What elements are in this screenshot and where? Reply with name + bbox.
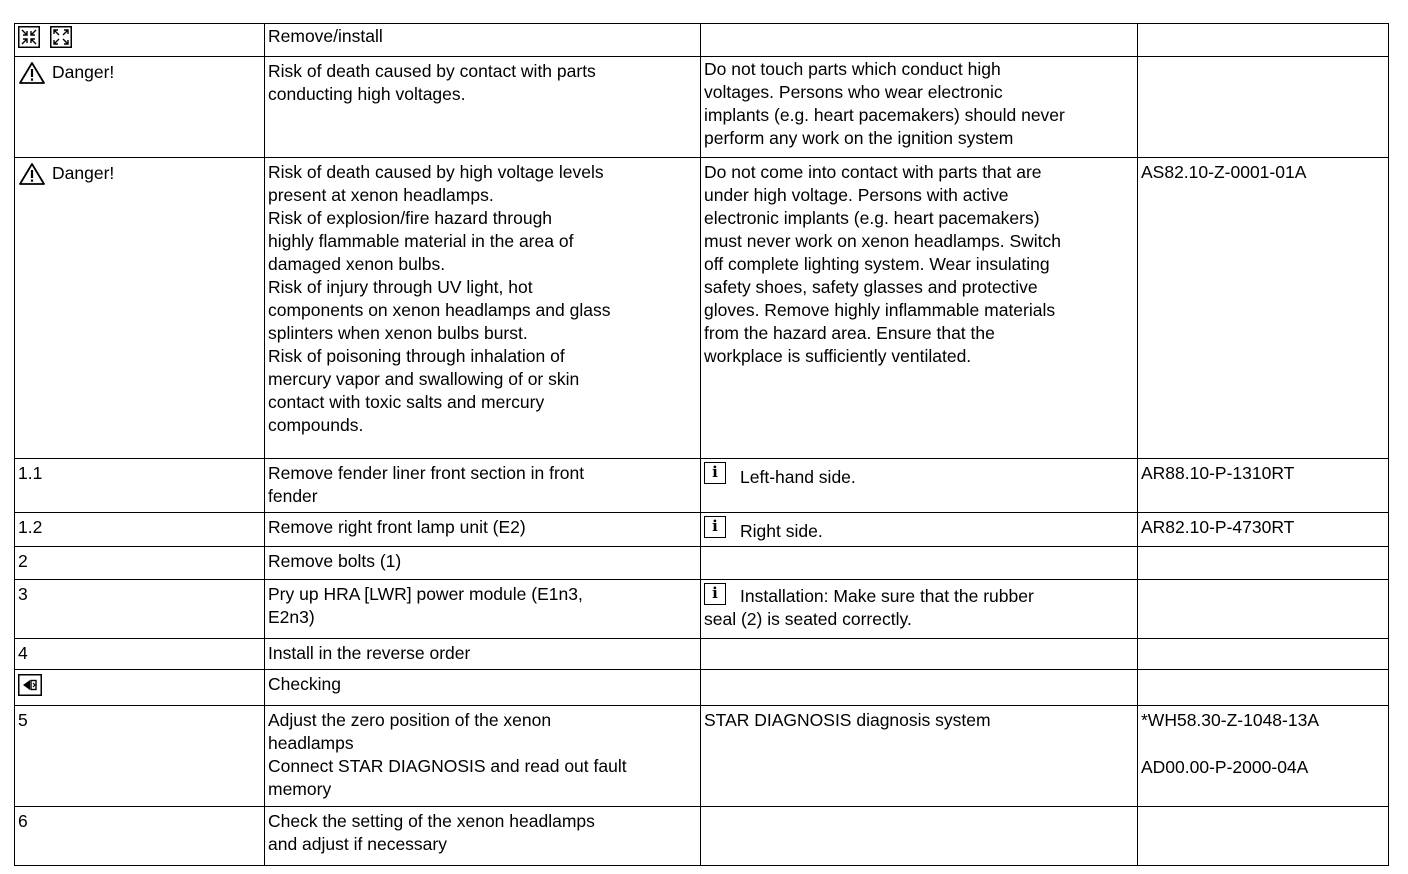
step-number-cell (15, 580, 265, 639)
reference-cell (1138, 580, 1389, 639)
step-text: Remove bolts (1) (268, 551, 402, 571)
table-row (15, 459, 1389, 513)
step-number: 4 (18, 643, 28, 663)
step-number-cell (15, 513, 265, 547)
step-text: Check the setting of the xenon headlamps and adjust if necessary (268, 811, 595, 854)
step-text: Pry up HRA [LWR] power module (E1n3, E2n3) (268, 584, 583, 627)
reference-cell (1138, 57, 1389, 158)
info-icon: i (704, 516, 726, 538)
reference-link[interactable]: AD00.00-P-2000-04A (1141, 757, 1309, 777)
note-cell (701, 547, 1138, 580)
reference-cell (1138, 24, 1389, 57)
note-cell (701, 513, 1138, 547)
step-number-cell (15, 807, 265, 866)
reference-cell (1138, 158, 1389, 459)
note-cell (701, 807, 1138, 866)
note-cell (701, 459, 1138, 513)
note-text: Right side. (740, 521, 823, 541)
step-number: 1.1 (18, 463, 43, 483)
measure-text: Do not touch parts which conduct high voltages. Persons who wear electronic implants (e.g. heart pacemakers) should never perform any work on the ignition system (704, 59, 1065, 148)
step-cell (265, 670, 701, 706)
hazard-text: Risk of death caused by high voltage levels present at xenon headlamps. Risk of explosion/fire hazard through highly flammable material in the area of damaged xenon bulbs. Risk of injury through UV light, hot components on xenon headlamps and glass splinters when xenon bulbs burst. Risk of poisoning through inhalation of mercury vapor and swallowing of or skin contact with toxic salts and mercury compounds. (268, 162, 611, 435)
step-label: Remove/install (268, 26, 383, 46)
install-icon (50, 26, 72, 48)
note-text-continued: seal (2) is seated correctly. (704, 609, 912, 629)
step-cell (265, 547, 701, 580)
step-number-cell (15, 459, 265, 513)
reference-link[interactable]: AR88.10-P-1310RT (1141, 463, 1295, 483)
note-text: Installation: Make sure that the rubber (740, 586, 1034, 606)
table-row (15, 547, 1389, 580)
step-text: Remove fender liner front section in front fender (268, 463, 585, 506)
reference-cell (1138, 513, 1389, 547)
danger-label: Danger! (52, 163, 115, 183)
step-text-secondary: Connect STAR DIAGNOSIS and read out fault memory (268, 756, 627, 799)
measure-cell (701, 57, 1138, 158)
step-text: Remove right front lamp unit (E2) (268, 517, 526, 537)
step-text: Install in the reverse order (268, 643, 471, 663)
danger-label: Danger! (52, 62, 115, 82)
table-row (15, 24, 1389, 57)
step-cell (265, 706, 701, 807)
info-icon: i (704, 583, 726, 605)
danger-label-cell (15, 158, 265, 459)
step-cell (265, 580, 701, 639)
step-cell (265, 639, 701, 670)
step-cell (265, 459, 701, 513)
step-text: Adjust the zero position of the xenon headlamps (268, 710, 552, 753)
table-row (15, 580, 1389, 639)
table-row (15, 57, 1389, 158)
step-text (265, 24, 701, 57)
step-number: 2 (18, 551, 28, 571)
warning-triangle-icon (18, 61, 46, 85)
reference-link[interactable]: AS82.10-Z-0001-01A (1141, 162, 1307, 182)
step-text: Checking (268, 674, 341, 694)
hazard-cell (265, 57, 701, 158)
reference-link[interactable]: AR82.10-P-4730RT (1141, 517, 1295, 537)
measure-text: Do not come into contact with parts that are under high voltage. Persons with active electronic implants (e.g. heart pacemakers) must never work on xenon headlamps. Switch off complete lighting system. Wear insulating safety shoes, safety glasses and protective gloves. Remove highly inflammable materials from the hazard area. Ensure that the workplace is sufficiently ventilated. (704, 162, 1061, 366)
step-cell (265, 513, 701, 547)
step-number-cell (15, 547, 265, 580)
table-row (15, 639, 1389, 670)
procedure-table (14, 23, 1389, 866)
table-row (15, 706, 1389, 807)
step-number: 6 (18, 811, 28, 831)
note-text: Left-hand side. (740, 467, 856, 487)
hazard-cell (265, 158, 701, 459)
reference-cell (1138, 670, 1389, 706)
checking-icon-cell (15, 670, 265, 706)
checking-icon (18, 674, 42, 696)
measure-cell (701, 158, 1138, 459)
warning-triangle-icon (18, 162, 46, 186)
remove-install-icons-cell (15, 24, 265, 57)
note-cell (701, 580, 1138, 639)
remove-icon (18, 26, 40, 48)
info-icon: i (704, 462, 726, 484)
reference-spacer (1141, 732, 1385, 756)
measure-cell (701, 706, 1138, 807)
table-row (15, 670, 1389, 706)
hazard-text: Risk of death caused by contact with parts conducting high voltages. (268, 61, 596, 104)
measure-cell (701, 24, 1138, 57)
step-number: 3 (18, 584, 28, 604)
reference-cell (1138, 547, 1389, 580)
step-number: 1.2 (18, 517, 43, 537)
danger-label-cell (15, 57, 265, 158)
table-row (15, 158, 1389, 459)
step-number-cell (15, 706, 265, 807)
step-cell (265, 807, 701, 866)
note-cell (701, 639, 1138, 670)
reference-link[interactable]: *WH58.30-Z-1048-13A (1141, 710, 1319, 730)
step-number-cell (15, 639, 265, 670)
table-row (15, 807, 1389, 866)
step-number: 5 (18, 710, 28, 730)
table-row (15, 513, 1389, 547)
note-cell (701, 670, 1138, 706)
reference-cell (1138, 639, 1389, 670)
measure-text: STAR DIAGNOSIS diagnosis system (704, 710, 991, 730)
reference-cell (1138, 459, 1389, 513)
reference-cell (1138, 706, 1389, 807)
reference-cell (1138, 807, 1389, 866)
